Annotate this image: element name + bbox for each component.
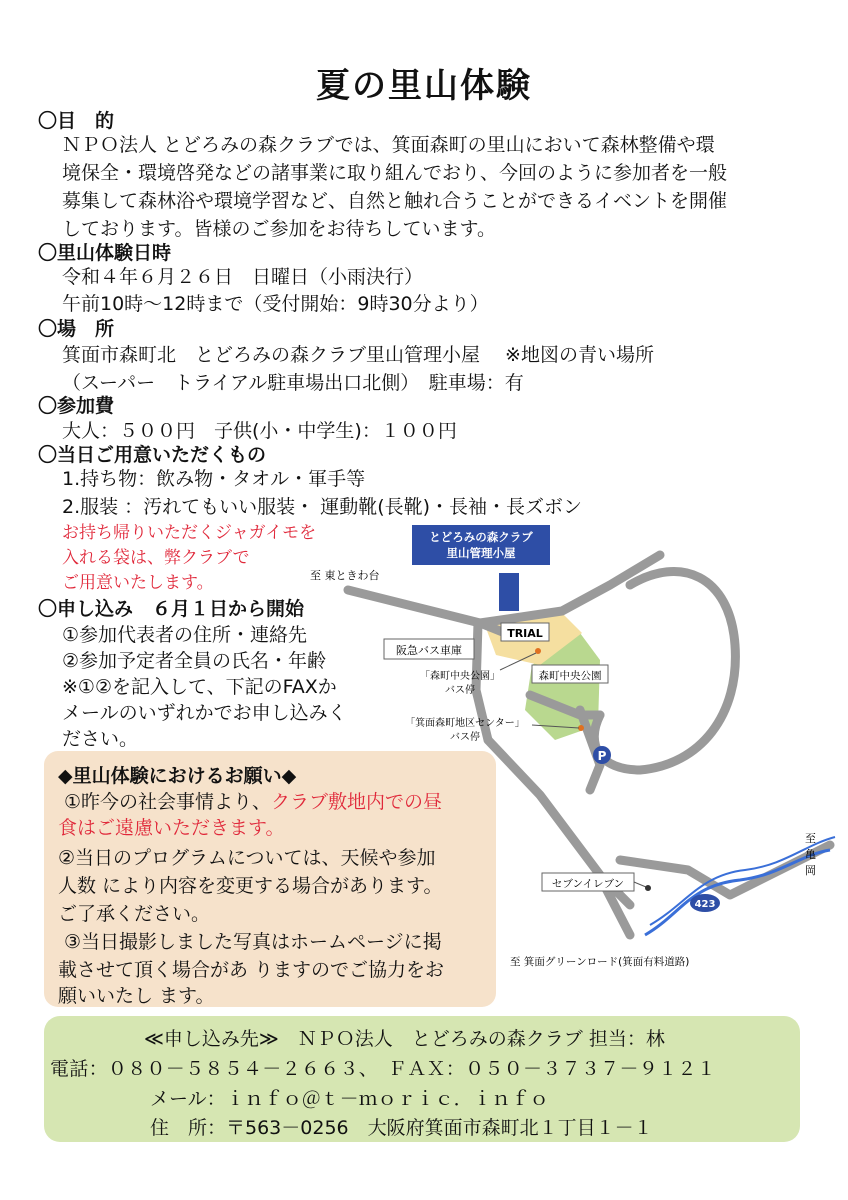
place-detail: （スーパー トライアル駐車場出口北側） 駐車場：有 [62,372,524,394]
apply-line: ②参加予定者全員の氏名・年齢 [62,650,327,672]
fee-line: 大人：５００円 子供(小・中学生)：１００円 [62,420,457,442]
contact-org: ≪申し込み先≫ ＮＰＯ法人 とどろみの森クラブ 担当：林 [144,1028,665,1050]
purpose-line: 境保全・環境啓発などの諸事業に取り組んでおり、今回のように参加者を一般 [62,162,728,184]
seven-dot [645,885,651,891]
club-label-1: とどろみの森クラブ [429,530,533,544]
bus-stop-2-name: 「箕面森町地区センター」 [405,718,525,729]
notice-line: ②当日のプログラムについては、天候や参加 [58,847,436,869]
contact-phone-fax: 電話：０８０－５８５４－２６６３、 ＦＡＸ：０５０－３７３７－９１２１ [50,1058,717,1080]
datetime-time: 午前10時～12時まで（受付開始：9時30分より） [62,293,489,315]
purpose-line: ＮＰＯ法人 とどろみの森クラブでは、箕面森町の里山において森林整備や環 [62,134,715,156]
to-kameoka-2: 亀 [805,848,816,861]
to-kameoka-1: 至 [805,832,816,845]
page-title: 夏の里山体験 [316,66,532,106]
to-kameoka-3: 岡 [805,864,816,877]
club-label-2: 里山管理小屋 [446,546,516,560]
apply-line: ださい。 [62,728,139,750]
notice-heading: ◆里山体験におけるお願い◆ [58,765,297,787]
purpose-line: しております。皆様のご参加をお待ちしています。 [62,218,496,240]
contact-box [44,1016,800,1142]
notice-box [44,751,496,1007]
items-note: ご用意いたします。 [62,573,214,593]
notice-emphasis-line: 食はご遠慮いただきます。 [58,817,285,839]
items-heading: 〇当日ご用意いただくもの [38,444,267,466]
park-label: 森町中央公園 [538,670,602,682]
notice-line: 人数 により内容を変更する場合があります。 [58,875,443,897]
bus-stop-2-label: バス停 [450,732,480,743]
trial-label: TRIAL [507,627,543,640]
place-address: 箕面市森町北 とどろみの森クラブ里山管理小屋 ※地図の青い場所 [62,344,654,366]
items-note: 入れる袋は、弊クラブで [62,548,250,568]
notice-line: ③当日撮影しました写真はホームページに掲 [64,931,442,953]
contact-email[interactable]: メール：ｉｎｆｏ＠ｔ－ｍｏｒｉｃ．ｉｎｆｏ [150,1088,549,1110]
bus-stop-1-name: 「森町中央公園」 [420,671,500,682]
club-marker [499,573,519,611]
items-note: お持ち帰りいただくジャガイモを [62,523,317,543]
items-clothing: 2.服装 ：汚れてもいい服装・ 運動靴(長靴)・長袖・長ズボン [62,496,583,518]
seven-label: セブンイレブン [551,878,625,890]
contact-address: 住 所：〒563－0256 大阪府箕面市森町北１丁目１－１ [150,1117,653,1139]
notice-line: 載させて頂く場合があ りますのでご協力をお [58,959,445,981]
purpose-heading: 〇目 的 [38,110,115,132]
route-label: 423 [694,899,716,910]
notice-line: 願いいたし ます。 [58,985,215,1007]
to-green-label: 至 箕面グリーンロード(箕面有料道路) [510,956,690,968]
parking-label: P [597,749,607,763]
apply-line: ※①②を記入して、下記のFAXか [62,676,337,698]
datetime-date: 令和４年６月２６日 日曜日（小雨決行） [62,266,424,288]
place-heading: 〇場 所 [38,318,115,340]
notice-emphasis: クラブ敷地内での昼 [271,791,443,813]
bus-stop-1-label: バス停 [445,685,475,696]
notice-line: ご了承ください。 [58,903,211,925]
notice-line [64,787,442,814]
notice-text: ①昨今の社会事情より、 [64,791,272,813]
fee-heading: 〇参加費 [38,395,115,417]
purpose-line: 募集して森林浴や環境学習など、自然と触れ合うことができるイベントを開催 [62,190,728,212]
to-east-label: 至 東ときわ台 [310,569,380,582]
datetime-heading: 〇里山体験日時 [38,242,172,264]
apply-line: ①参加代表者の住所・連絡先 [62,624,308,646]
apply-heading: 〇申し込み ６月１日から開始 [38,598,305,620]
items-belongings: 1.持ち物：飲み物・タオル・軍手等 [62,468,366,490]
apply-line: メールのいずれかでお申し込みく [62,702,347,724]
bus-garage-label: 阪急バス車庫 [396,644,462,657]
